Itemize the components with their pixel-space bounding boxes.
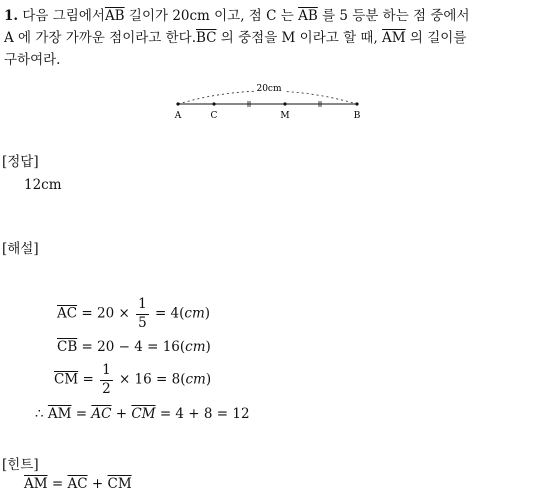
- segment-ac: $\overline{AC}$: [57, 305, 78, 322]
- answer-header: [정답]: [2, 154, 39, 170]
- length-label: 20cm: [256, 84, 282, 94]
- hint-header: [힌트]: [2, 457, 39, 473]
- segment-am: $\overline{AM}$: [24, 476, 48, 492]
- expr: = 20 ×: [77, 305, 135, 322]
- segment-cm: $\overline{CM}$: [107, 476, 132, 492]
- expr: = 4 + 8 = 12: [155, 406, 250, 422]
- solution-eq-2: [57, 339, 211, 355]
- expr: ): [204, 305, 211, 322]
- segment-cm: $\overline{CM}$: [54, 371, 79, 388]
- problem-line-1: [4, 4, 470, 24]
- segment-ac: $\overline{AC}$: [91, 406, 112, 422]
- label-m: M: [280, 111, 290, 121]
- label-c: C: [210, 111, 218, 121]
- fraction: [100, 364, 113, 396]
- expr: +: [111, 406, 132, 422]
- point-b: [355, 102, 358, 105]
- expr: = 20 − 4 = 16(: [77, 339, 186, 355]
- unit: cm: [184, 305, 205, 322]
- problem-number: 1.: [4, 8, 19, 24]
- segment-cm: $\overline{CM}$: [131, 406, 156, 422]
- answer-value: 12cm: [24, 177, 62, 193]
- expr: = 4(: [150, 305, 185, 322]
- fraction-den: 5: [138, 314, 147, 331]
- label-b: B: [353, 111, 361, 121]
- problem-line-2: [4, 26, 466, 46]
- point-m: [283, 102, 286, 105]
- solution-eq-4: [35, 406, 250, 422]
- problem-line-3: 구하여라.: [4, 52, 61, 68]
- segment-am: $\overline{AM}$: [47, 406, 72, 422]
- segment-am: $\overline{AM}$: [382, 30, 406, 46]
- fraction-num: 1: [136, 298, 149, 315]
- segment-figure: [168, 78, 368, 122]
- point-a: [176, 102, 179, 105]
- problem-text: 다음 그림에서: [22, 8, 105, 24]
- solution-eq-3: [54, 364, 211, 396]
- expr: × 16 = 8(: [114, 371, 186, 388]
- expr: =: [71, 406, 92, 422]
- expr: ): [205, 339, 211, 355]
- therefore-symbol: ∴: [35, 406, 48, 422]
- expr: +: [87, 476, 108, 492]
- problem-text: 길이가 20cm 이고, 점 C 는: [124, 8, 299, 24]
- expr: ): [205, 371, 212, 388]
- fraction: [136, 298, 149, 330]
- fraction-den: 2: [102, 380, 111, 397]
- solution-eq-1: [57, 298, 210, 330]
- fraction-num: 1: [100, 364, 113, 381]
- segment-ab: $\overline{AB}$: [298, 8, 318, 24]
- segment-bc: $\overline{BC}$: [196, 30, 217, 46]
- unit: cm: [185, 339, 206, 355]
- unit: cm: [185, 371, 206, 388]
- problem-text: 의 길이를: [405, 30, 467, 46]
- problem-text: 를 5 등분 하는 점 중에서: [317, 8, 470, 24]
- expr: =: [78, 371, 99, 388]
- segment-ac: $\overline{AC}$: [67, 476, 88, 492]
- segment-cb: $\overline{CB}$: [57, 339, 78, 355]
- point-c: [212, 102, 215, 105]
- solution-header: [해설]: [2, 241, 39, 257]
- problem-text: 의 중점을 M 이라고 할 때,: [216, 30, 383, 46]
- label-a: A: [174, 111, 182, 121]
- segment-ab: $\overline{AB}$: [104, 8, 125, 24]
- expr: =: [47, 476, 68, 492]
- problem-text: A 에 가장 가까운 점이라고 한다.: [4, 30, 196, 46]
